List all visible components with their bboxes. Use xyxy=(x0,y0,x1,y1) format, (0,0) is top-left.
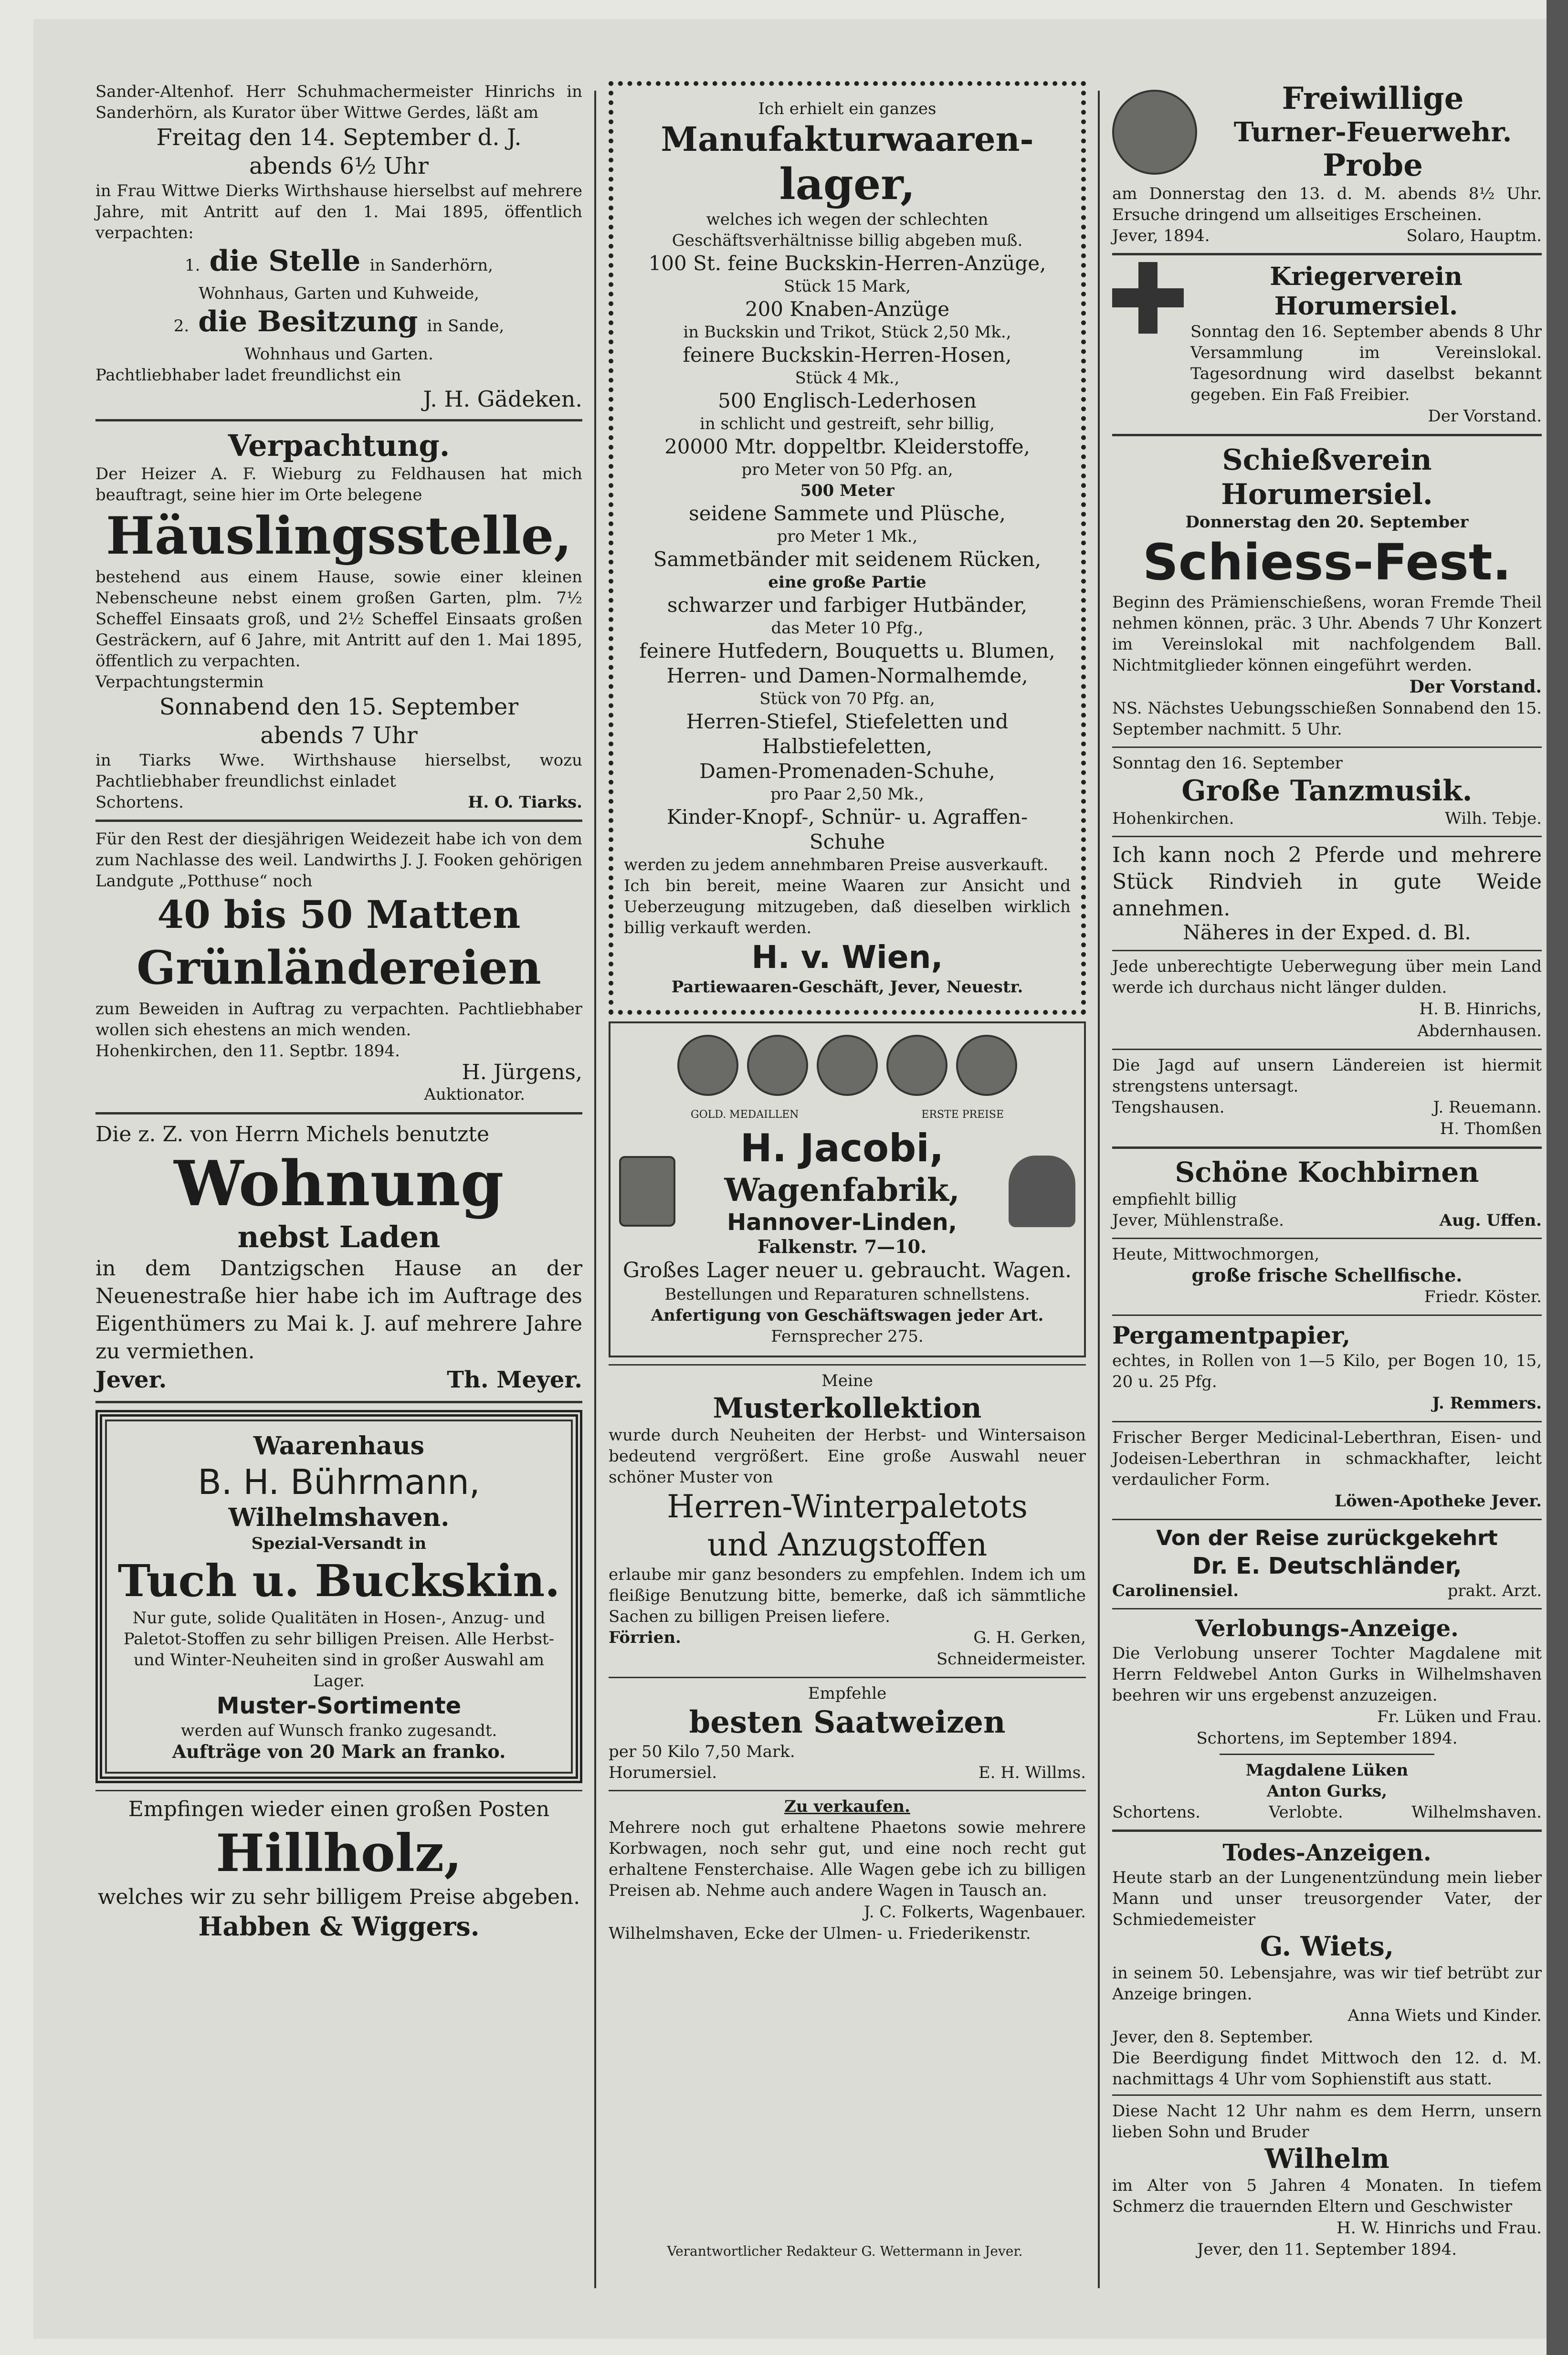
couple-name: Magdalene Lüken xyxy=(1245,1761,1409,1780)
ad-text: Anfertigung von Geschäftswagen jeder Art. xyxy=(651,1306,1044,1325)
divider xyxy=(95,820,582,822)
ad-footer xyxy=(1112,225,1542,246)
ad-signature: H. O. Tiarks. xyxy=(468,793,582,812)
ad-text: Wohnhaus und Garten. xyxy=(244,345,433,364)
ad-verlobung xyxy=(1112,1614,1542,1823)
ad-footer xyxy=(1112,1097,1542,1118)
ad-kochbirnen xyxy=(1112,1156,1542,1231)
divider xyxy=(95,1112,582,1114)
ad-item xyxy=(95,304,582,344)
iron-cross-icon xyxy=(1112,262,1184,334)
ad-text: Sonntag den 16. September abends 8 Uhr Versammlung im Vereinslokal. Tagesordnung wird daselbst bekannt gegeben. Ein Faß Freibier. xyxy=(1190,322,1542,404)
divider xyxy=(1112,746,1542,748)
ad-title: Verlobungs-Anzeige. xyxy=(1195,1615,1459,1642)
ad-location: Förrien. xyxy=(609,1628,681,1647)
divider xyxy=(1112,950,1542,951)
medal-icon xyxy=(886,1035,947,1096)
jacobi-header xyxy=(619,1125,1075,1257)
offer-line: eine große Partie xyxy=(768,573,926,592)
ad-wien xyxy=(609,81,1086,1015)
ad-jacobi xyxy=(609,1021,1086,1357)
divider xyxy=(95,1401,582,1403)
ad-text: Meine xyxy=(821,1371,873,1390)
divider xyxy=(1112,836,1542,837)
ad-text: Fernsprecher 275. xyxy=(771,1327,924,1346)
ad-text: Der Heizer A. F. Wieburg zu Feldhausen hat mich beauftragt, seine hier im Orte belegene xyxy=(95,464,582,505)
ad-text: wurde durch Neuheiten der Herbst- und Wintersaison bedeutend vergrößert. Eine große Auswahl neuer schöner Muster von xyxy=(609,1426,1086,1487)
ad-title: Musterkollektion xyxy=(713,1392,982,1424)
ad-text: Ich bin bereit, meine Waaren zur Ansicht und Ueberzeugung mitzugeben, daß dieselben wirklich billig verkauft werden. xyxy=(624,876,1071,937)
divider xyxy=(609,1677,1086,1678)
ad-headline: Grünländereien xyxy=(137,941,541,995)
ad-reise xyxy=(1112,1525,1542,1601)
ad-title: Dr. E. Deutschländer, xyxy=(1192,1553,1462,1579)
ad-location: Jever, Mühlenstraße. xyxy=(1112,1211,1284,1230)
divider xyxy=(1112,1421,1542,1422)
ad-time: abends 7 Uhr xyxy=(260,722,418,749)
column-rule xyxy=(1098,91,1100,2288)
divider xyxy=(1112,1608,1542,1609)
ad-date: Sonnabend den 15. September xyxy=(159,694,519,720)
ad-signature: Der Vorstand. xyxy=(1409,677,1542,697)
item-title: die Besitzung xyxy=(198,305,418,338)
ad-weide xyxy=(1112,842,1542,943)
ad-dateline: Jever, den 8. September. xyxy=(1112,2028,1314,2047)
ad-text: Verpachtungstermin xyxy=(95,673,264,692)
ad-jagd xyxy=(1112,1055,1542,1140)
ad-gruenlaendereien xyxy=(95,829,582,1105)
column-left xyxy=(95,81,582,2293)
ad-signature: H. Jürgens, xyxy=(462,1060,582,1084)
ad-headline: Tuch u. Buckskin. xyxy=(117,1555,560,1607)
ad-text: Die Jagd auf unsern Ländereien ist hiermit strengstens untersagt. xyxy=(1112,1056,1542,1096)
ad-text: empfiehlt billig xyxy=(1112,1190,1237,1209)
ad-text: Mehrere noch gut erhaltene Phaetons sowie mehrere Korbwagen, noch sehr gut, und eine noch recht gut erhaltene Fensterchaise. Alle Wagen gebe ich zu billigen Preisen ab. Nehme auch andere Wagen in Tausch an. xyxy=(609,1818,1086,1900)
divider xyxy=(1112,1519,1542,1520)
ad-text: per 50 Kilo 7,50 Mark. xyxy=(609,1742,795,1761)
ad-signature: Löwen-Apotheke Jever. xyxy=(1335,1492,1542,1511)
ad-address: Wilhelmshaven, Ecke der Ulmen- u. Friederikenstr. xyxy=(609,1924,1031,1943)
medal-icon xyxy=(747,1035,808,1096)
offer-line: Kinder-Knopf-, Schnür- u. Agraffen- xyxy=(666,805,1028,829)
offer-line: feinere Buckskin-Herren-Hosen, xyxy=(683,343,1012,367)
ad-role: Auktionator. xyxy=(424,1085,525,1104)
page-edge xyxy=(1547,0,1568,2355)
ad-signature: E. H. Willms. xyxy=(978,1763,1086,1782)
offer-line: 500 Englisch-Lederhosen xyxy=(718,389,977,412)
ad-location: Abdernhausen. xyxy=(1417,1021,1542,1041)
offer-price: in Buckskin und Trikot, Stück 2,50 Mk., xyxy=(683,323,1011,342)
ad-footer xyxy=(1112,808,1542,829)
ad-signature: H. B. Hinrichs, xyxy=(1419,999,1542,1019)
medal-label: ERSTE PREISE xyxy=(921,1109,1004,1121)
ad-text: Spezial-Versandt in xyxy=(251,1534,427,1553)
ad-sander-altenhof xyxy=(95,81,582,412)
offer-line: Damen-Promenaden-Schuhe, xyxy=(699,759,995,783)
offer-line: Herren-Stiefel, Stiefeletten und xyxy=(686,710,1009,733)
item-number: 1. xyxy=(185,256,200,275)
turner-header xyxy=(1112,81,1542,183)
ad-signature: H. Thomßen xyxy=(1440,1119,1542,1138)
ad-title: Todes-Anzeigen. xyxy=(1222,1840,1431,1866)
crest-icon xyxy=(619,1156,675,1227)
ad-ueberwegung xyxy=(1112,956,1542,1042)
offer-line: 100 St. feine Buckskin-Herren-Anzüge, xyxy=(648,252,1046,275)
ad-saatweizen xyxy=(609,1683,1086,1783)
ad-dateline: Hohenkirchen, den 11. Septbr. 1894. xyxy=(95,1041,400,1061)
ad-signature: J. C. Folkerts, Wagenbauer. xyxy=(863,1903,1086,1922)
ad-subtitle: Wagenfabrik, xyxy=(724,1171,960,1209)
ad-footer xyxy=(1112,1580,1542,1601)
ad-musterkollektion xyxy=(609,1370,1086,1670)
ad-title: Zu verkaufen. xyxy=(784,1797,910,1816)
jacobi-name-block xyxy=(675,1125,1009,1257)
ad-headline: Manufakturwaaren- xyxy=(661,119,1034,159)
ad-text: Ich kann noch 2 Pferde und mehrere Stück Rindvieh in gute Weide annehmen. xyxy=(1112,843,1542,921)
column-middle xyxy=(609,81,1086,2293)
ad-date: Sonntag den 16. September xyxy=(1112,754,1343,773)
turner-emblem-icon xyxy=(1112,90,1197,175)
ad-text: große frische Schellfische. xyxy=(1191,1264,1463,1286)
ad-headline: 40 bis 50 Matten xyxy=(157,892,521,937)
ad-title: Große Tanzmusik. xyxy=(1181,774,1473,808)
ad-text: Heute, Mittwochmorgen, xyxy=(1112,1245,1320,1264)
ad-text: Für den Rest der diesjährigen Weidezeit habe ich von dem zum Nachlasse des weil. Landwirths J. J. Fooken gehörigen Landgute „Potthuse“ noch xyxy=(95,830,582,891)
offer-price: in schlicht und gestreift, sehr billig, xyxy=(700,414,995,433)
ad-text: am Donnerstag den 13. d. M. abends 8½ Uhr. Ersuche dringend um allseitiges Erscheinen. xyxy=(1112,184,1542,224)
offer-line: feinere Hutfedern, Bouquetts u. Blumen, xyxy=(639,639,1055,662)
offer-line: seidene Sammete und Plüsche, xyxy=(689,502,1006,525)
ad-text: Empfehle xyxy=(808,1684,887,1703)
offer-line: Schuhe xyxy=(809,830,885,853)
ad-text: werden auf Wunsch franko zugesandt. xyxy=(180,1721,497,1740)
ad-signature: Wilh. Tebje. xyxy=(1444,809,1542,828)
ad-signature: Aug. Uffen. xyxy=(1439,1211,1542,1230)
deceased-name: G. Wiets, xyxy=(1260,1931,1394,1962)
ad-signature: Solaro, Hauptm. xyxy=(1406,226,1542,245)
ad-text: welches ich wegen der schlechten Geschäftsverhältnisse billig abgeben muß. xyxy=(672,210,1023,250)
ad-signature: H. v. Wien, xyxy=(751,939,943,976)
ad-text: Die Beerdigung findet Mittwoch den 12. d. M. nachmittags 4 Uhr vom Sophienstift aus statt. xyxy=(1112,2049,1542,2089)
divider xyxy=(609,1790,1086,1791)
ad-footer xyxy=(95,1366,582,1394)
ad-footer xyxy=(609,1627,1086,1648)
ad-todesanzeigen xyxy=(1112,1839,1542,2260)
offer-price: pro Meter 1 Mk., xyxy=(777,527,918,546)
ad-signature: J. Reuemann. xyxy=(1433,1098,1542,1117)
ad-date: Donnerstag den 20. September xyxy=(1185,513,1469,532)
ad-signature: G. H. Gerken, xyxy=(973,1628,1086,1647)
ad-location: Tengshausen. xyxy=(1112,1098,1225,1117)
ad-signature: Der Vorstand. xyxy=(1428,407,1542,426)
ad-hillholz xyxy=(95,1796,582,1942)
editor-footer: Verantwortlicher Redakteur G. Wettermann in Jever. xyxy=(667,2243,1023,2259)
ad-verpachtung xyxy=(95,428,582,813)
ad-headline: lager, xyxy=(779,159,916,210)
ad-title: B. H. Bührmann, xyxy=(198,1462,480,1502)
divider xyxy=(1112,1829,1542,1832)
ad-text: in dem Dantzigschen Hause an der Neuenestraße hier habe ich im Auftrage des Eigenthümers zu Mai k. J. auf mehrere Jahre zu vermiethen. xyxy=(95,1256,582,1364)
offer-line: Sammetbänder mit seidenem Rücken, xyxy=(653,547,1042,571)
ad-turner-feuerwehr xyxy=(1112,81,1542,246)
ad-time: abends 6½ Uhr xyxy=(249,153,429,179)
item-number: 2. xyxy=(173,316,189,336)
ad-schiessfest xyxy=(1112,443,1542,740)
ad-text: NS. Nächstes Uebungsschießen Sonnabend den 15. September nachmitt. 5 Uhr. xyxy=(1112,699,1542,739)
ad-text: erlaube mir ganz besonders zu empfehlen. Indem ich um fleißige Benutzung bitte, bemerke, daß ich sämmtliche Sachen zu billigen Preisen liefere. xyxy=(609,1565,1086,1626)
ad-pergamentpapier xyxy=(1112,1321,1542,1414)
ad-text: Aufträge von 20 Mark an franko. xyxy=(172,1741,506,1762)
divider xyxy=(1112,253,1542,255)
ad-location: Wilhelmshaven. xyxy=(1411,1803,1542,1822)
medal-icon xyxy=(817,1035,878,1096)
ad-text: in Tiarks Wwe. Wirthshause hierselbst, wozu Pachtliebhaber freundlichst einladet xyxy=(95,751,582,791)
krieger-text-block xyxy=(1190,262,1542,405)
offer-line: Halbstiefeletten, xyxy=(762,735,933,758)
ad-text: Empfingen wieder einen großen Posten xyxy=(128,1797,550,1821)
ad-text: Bestellungen und Reparaturen schnellstens. xyxy=(664,1285,1030,1304)
medal-labels xyxy=(619,1104,1075,1125)
ad-subtitle: Probe xyxy=(1323,147,1423,183)
ad-headline: Häuslingsstelle, xyxy=(105,506,572,566)
ad-footer xyxy=(609,1762,1086,1783)
ad-footer xyxy=(1112,1210,1542,1231)
ad-text: werden zu jedem annehmbaren Preise ausverkauft. xyxy=(624,855,1049,874)
ad-headline: Hillholz, xyxy=(216,1823,462,1883)
ad-text: Verlobte. xyxy=(1269,1803,1343,1822)
ad-address: Falkenstr. 7—10. xyxy=(757,1236,927,1257)
ad-text: in seinem 50. Lebensjahre, was wir tief betrübt zur Anzeige bringen. xyxy=(1112,1964,1542,2004)
turner-title-block xyxy=(1204,81,1542,183)
divider xyxy=(1112,1049,1542,1050)
medal-icon xyxy=(677,1035,738,1096)
ad-role: prakt. Arzt. xyxy=(1447,1581,1542,1600)
ad-text: Jede unberechtigte Ueberwegung über mein Land werde ich durchaus nicht länger dulden. xyxy=(1112,957,1542,997)
divider xyxy=(95,419,582,421)
ad-text: zum Beweiden in Auftrag zu verpachten. Pachtliebhaber wollen sich ehestens an mich wenden. xyxy=(95,999,582,1040)
offer-line: 20000 Mtr. doppeltbr. Kleiderstoffe, xyxy=(664,435,1030,458)
ad-signature: Habben & Wiggers. xyxy=(198,1911,480,1942)
item-title: die Stelle xyxy=(209,244,361,278)
ad-text: welches wir zu sehr billigem Preise abgeben. xyxy=(97,1885,580,1909)
divider xyxy=(1112,1146,1542,1149)
ad-signature: J. H. Gädeken. xyxy=(423,386,582,412)
ad-headline: Herren-Winterpaletots xyxy=(667,1488,1028,1525)
ad-location: Hohenkirchen. xyxy=(1112,809,1234,828)
ad-title: besten Saatweizen xyxy=(689,1704,1006,1740)
ad-signature: Th. Meyer. xyxy=(447,1367,582,1393)
ad-title: Kriegerverein Horumersiel. xyxy=(1270,262,1463,321)
offer-line: 500 Meter xyxy=(800,481,894,500)
ad-title: Waarenhaus xyxy=(253,1431,425,1461)
ad-dateline: Jever, den 11. September 1894. xyxy=(1197,2240,1457,2259)
ad-kriegerverein xyxy=(1112,262,1542,427)
ad-item xyxy=(95,243,582,283)
medal-icon xyxy=(956,1035,1017,1096)
item-location: in Sanderhörn, xyxy=(369,256,493,275)
divider xyxy=(1112,1314,1542,1316)
column-right xyxy=(1112,81,1542,2293)
ad-role: Schneidermeister. xyxy=(936,1650,1086,1669)
ad-location: Carolinensiel. xyxy=(1112,1581,1239,1600)
ad-dateline: Schortens, im September 1894. xyxy=(1196,1729,1458,1748)
ad-subtitle: Wilhelmshaven. xyxy=(228,1503,450,1532)
deceased-name: Wilhelm xyxy=(1264,2143,1389,2175)
ad-title: Schöne Kochbirnen xyxy=(1175,1156,1479,1188)
divider xyxy=(1112,2094,1542,2096)
offer-line: schwarzer und farbiger Hutbänder, xyxy=(667,593,1028,617)
ad-signature: H. W. Hinrichs und Frau. xyxy=(1336,2218,1542,2238)
column-rule xyxy=(594,91,596,2288)
couple-name: Anton Gurks, xyxy=(1266,1782,1388,1801)
ad-text: Ich erhielt ein ganzes xyxy=(758,99,937,118)
ad-text: Die Verlobung unserer Tochter Magdalene mit Herrn Feldwebel Anton Gurks in Wilhelmshaven beehren wir uns ergebenst anzuzeigen. xyxy=(1112,1644,1542,1705)
ad-text: bestehend aus einem Hause, sowie einer kleinen Nebenscheune nebst einem großen Garten, plm. 7½ Scheffel Einsaats groß, und 2½ Scheffel Einsaats großen Gesträckern, auf 6 Jahre, mit Antritt auf den 1. Mai 1895, öffentlich zu verpachten. xyxy=(95,568,582,671)
ad-text: Frischer Berger Medicinal-Leberthran, Eisen- und Jodeisen-Leberthran in schmackhafter, leicht verdaulicher Form. xyxy=(1112,1428,1542,1489)
offer-price: Stück 4 Mk., xyxy=(795,368,900,388)
ad-title: Pergamentpapier, xyxy=(1112,1321,1351,1349)
offer-price: Stück 15 Mark, xyxy=(783,277,911,296)
ad-text: Großes Lager neuer u. gebraucht. Wagen. xyxy=(622,1258,1072,1283)
ad-location: Jever. xyxy=(95,1367,167,1393)
ad-text: Pachtliebhaber ladet freundlichst ein xyxy=(95,366,401,385)
ad-text: Wohnhaus, Garten und Kuhweide, xyxy=(199,284,479,303)
ad-signature: Friedr. Köster. xyxy=(1424,1287,1542,1306)
ad-title: Turner-Feuerwehr. xyxy=(1233,116,1512,148)
medal-label: GOLD. MEDAILLEN xyxy=(691,1109,799,1121)
divider xyxy=(1112,1238,1542,1239)
ad-title: Von der Reise zurückgekehrt xyxy=(1156,1526,1498,1550)
item-location: in Sande, xyxy=(427,316,505,336)
medal-row xyxy=(619,1035,1075,1096)
ad-text: Sander-Altenhof. Herr Schuhmachermeister Hinrichs in Sanderhörn, als Kurator über Wittwe Gerdes, läßt am xyxy=(95,82,582,122)
ad-location: Horumersiel. xyxy=(609,1763,717,1782)
ad-signature: Anna Wiets und Kinder. xyxy=(1347,2006,1542,2025)
ad-text: in Frau Wittwe Dierks Wirthshause hierselbst auf mehrere Jahre, mit Antritt auf den 1. Mai 1895, öffentlich verpachten: xyxy=(95,181,582,242)
ad-text: Diese Nacht 12 Uhr nahm es dem Herrn, unsern lieben Sohn und Bruder xyxy=(1112,2102,1542,2142)
ad-footer xyxy=(95,792,582,813)
ad-wohnung xyxy=(95,1121,582,1394)
divider xyxy=(95,1790,582,1791)
krieger-block xyxy=(1112,262,1542,405)
ad-date: Freitag den 14. September d. J. xyxy=(156,124,522,151)
divider xyxy=(1112,434,1542,436)
ad-text: Beginn des Prämienschießens, woran Fremde Theil nehmen können, präc. 3 Uhr. Abends 7 Uhr Konzert im Vereinslokal mit nachfolgendem Ball. Nichtmitglieder können eingeführt werden. xyxy=(1112,593,1542,675)
ad-subtitle: Muster-Sortimente xyxy=(216,1693,462,1719)
ad-schellfische xyxy=(1112,1244,1542,1308)
ad-text: Näheres in der Exped. d. Bl. xyxy=(1183,921,1471,944)
offer-price: pro Meter von 50 Pfg. an, xyxy=(741,460,953,479)
horse-head-icon xyxy=(1009,1156,1075,1227)
ad-title: Freiwillige xyxy=(1282,81,1464,116)
ad-text: Partiewaaren-Geschäft, Jever, Neuestr. xyxy=(671,978,1023,997)
ad-text: echtes, in Rollen von 1—5 Kilo, per Bogen 10, 15, 20 u. 25 Pfg. xyxy=(1112,1351,1542,1391)
ad-city: Hannover-Linden, xyxy=(727,1209,957,1236)
ad-headline: Schiess-Fest. xyxy=(1142,533,1512,591)
ad-zu-verkaufen xyxy=(609,1796,1086,1944)
ad-signature: J. Remmers. xyxy=(1432,1394,1542,1413)
ad-footer xyxy=(1112,1802,1542,1823)
ad-buehrmann xyxy=(95,1410,582,1783)
ad-location: Schortens. xyxy=(95,793,184,812)
ad-title: Verpachtung. xyxy=(228,428,450,463)
offer-price: pro Paar 2,50 Mk., xyxy=(770,785,924,804)
ad-tanzmusik xyxy=(1112,753,1542,829)
ad-title: H. Jacobi, xyxy=(740,1126,944,1170)
ad-subtitle: nebst Laden xyxy=(237,1220,441,1254)
ad-leberthran xyxy=(1112,1427,1542,1512)
ad-text: Heute starb an der Lungenentzündung mein lieber Mann und unser treusorgender Vater, der Schmiedemeister xyxy=(1112,1868,1542,1929)
ad-title: Schießverein Horumersiel. xyxy=(1221,443,1433,511)
offer-line: Herren- und Damen-Normalhemde, xyxy=(666,664,1028,687)
offer-price: Stück von 70 Pfg. an, xyxy=(759,689,935,708)
ad-text: Nur gute, solide Qualitäten in Hosen-, Anzug- und Paletot-Stoffen zu sehr billigen Preisen. Alle Herbst- und Winter-Neuheiten sind in großer Auswahl am Lager. xyxy=(123,1609,555,1691)
divider xyxy=(1220,1754,1434,1755)
ad-text: im Alter von 5 Jahren 4 Monaten. In tiefem Schmerz die trauernden Eltern und Geschwister xyxy=(1112,2176,1542,2216)
divider xyxy=(609,1364,1086,1366)
offer-line: 200 Knaben-Anzüge xyxy=(745,297,950,321)
ad-location: Jever, 1894. xyxy=(1112,226,1210,245)
ad-headline: Wohnung xyxy=(174,1147,504,1220)
offer-price: das Meter 10 Pfg., xyxy=(771,619,924,638)
ad-signature: Fr. Lüken und Frau. xyxy=(1377,1707,1542,1726)
ad-text: Die z. Z. von Herrn Michels benutzte xyxy=(95,1122,490,1146)
ad-headline: und Anzugstoffen xyxy=(707,1526,988,1563)
ad-location: Schortens. xyxy=(1112,1803,1200,1822)
